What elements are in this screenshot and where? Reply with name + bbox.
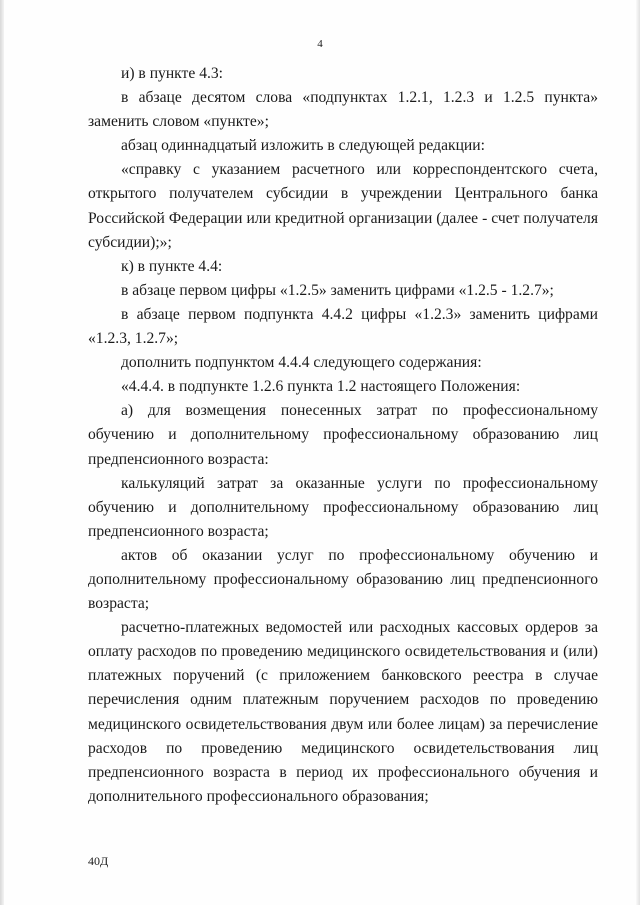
paragraph: дополнить подпунктом 4.4.4 следующего содержания: [121, 354, 482, 372]
scan-left-edge [0, 0, 4, 905]
paragraph: а) для возмещения понесенных затрат по профессиональному обучению и дополнительному профессиональному образованию лиц предпенсионного возраста: [88, 402, 598, 468]
paragraph: абзац одиннадцатый изложить в следующей редакции: [121, 137, 485, 155]
paragraph: калькуляций затрат за оказанные услуги по профессиональному обучению и дополнительному профессиональному образованию лиц предпенсионного возраста; [88, 474, 598, 540]
document-code: 40Д [88, 854, 109, 868]
page-number: 4 [317, 38, 323, 50]
paragraph: и) в пункте 4.3: [121, 65, 224, 82]
paragraph: к) в пункте 4.4: [121, 257, 223, 275]
paragraph: актов об оказании услуг по профессиональному обучению и дополнительному профессиональному образованию лиц предпенсионного возраста; [88, 546, 598, 613]
paragraph: «справку с указанием расчетного или корреспондентского счета, открытого получателем субсидии в учреждении Центрального банка Российской Федерации или кредитной организации (далее - счет получателя субсидии);»; [88, 161, 598, 251]
paragraph: в абзаце десятом слова «подпунктах 1.2.1, 1.2.3 и 1.2.5 пункта» заменить словом «пункте»; [88, 89, 598, 131]
scan-right-edge [636, 0, 640, 905]
paragraph: расчетно-платежных ведомостей или расходных кассовых ордеров за оплату расходов по проведению медицинского освидетельствования и (или) платежных поручений (с приложением банковского реестра в случае перечисления одним платежным поручением расходов по проведению медицинского освидетельствования двум или более лицам) за перечисление расходов по проведению медицинского освидетельствования лиц предпенсионного возраста в период их профессионального обучения и дополнительного профессионального образования; [88, 619, 598, 805]
document-body [88, 62, 598, 809]
paragraph: в абзаце первом подпункта 4.4.2 цифры «1.2.3» заменить цифрами «1.2.3, 1.2.7»; [88, 305, 598, 348]
paragraph: «4.4.4. в подпункте 1.2.6 пункта 1.2 настоящего Положения: [121, 378, 521, 396]
paragraph: в абзаце первом цифры «1.2.5» заменить цифрами «1.2.5 - 1.2.7»; [121, 281, 554, 299]
